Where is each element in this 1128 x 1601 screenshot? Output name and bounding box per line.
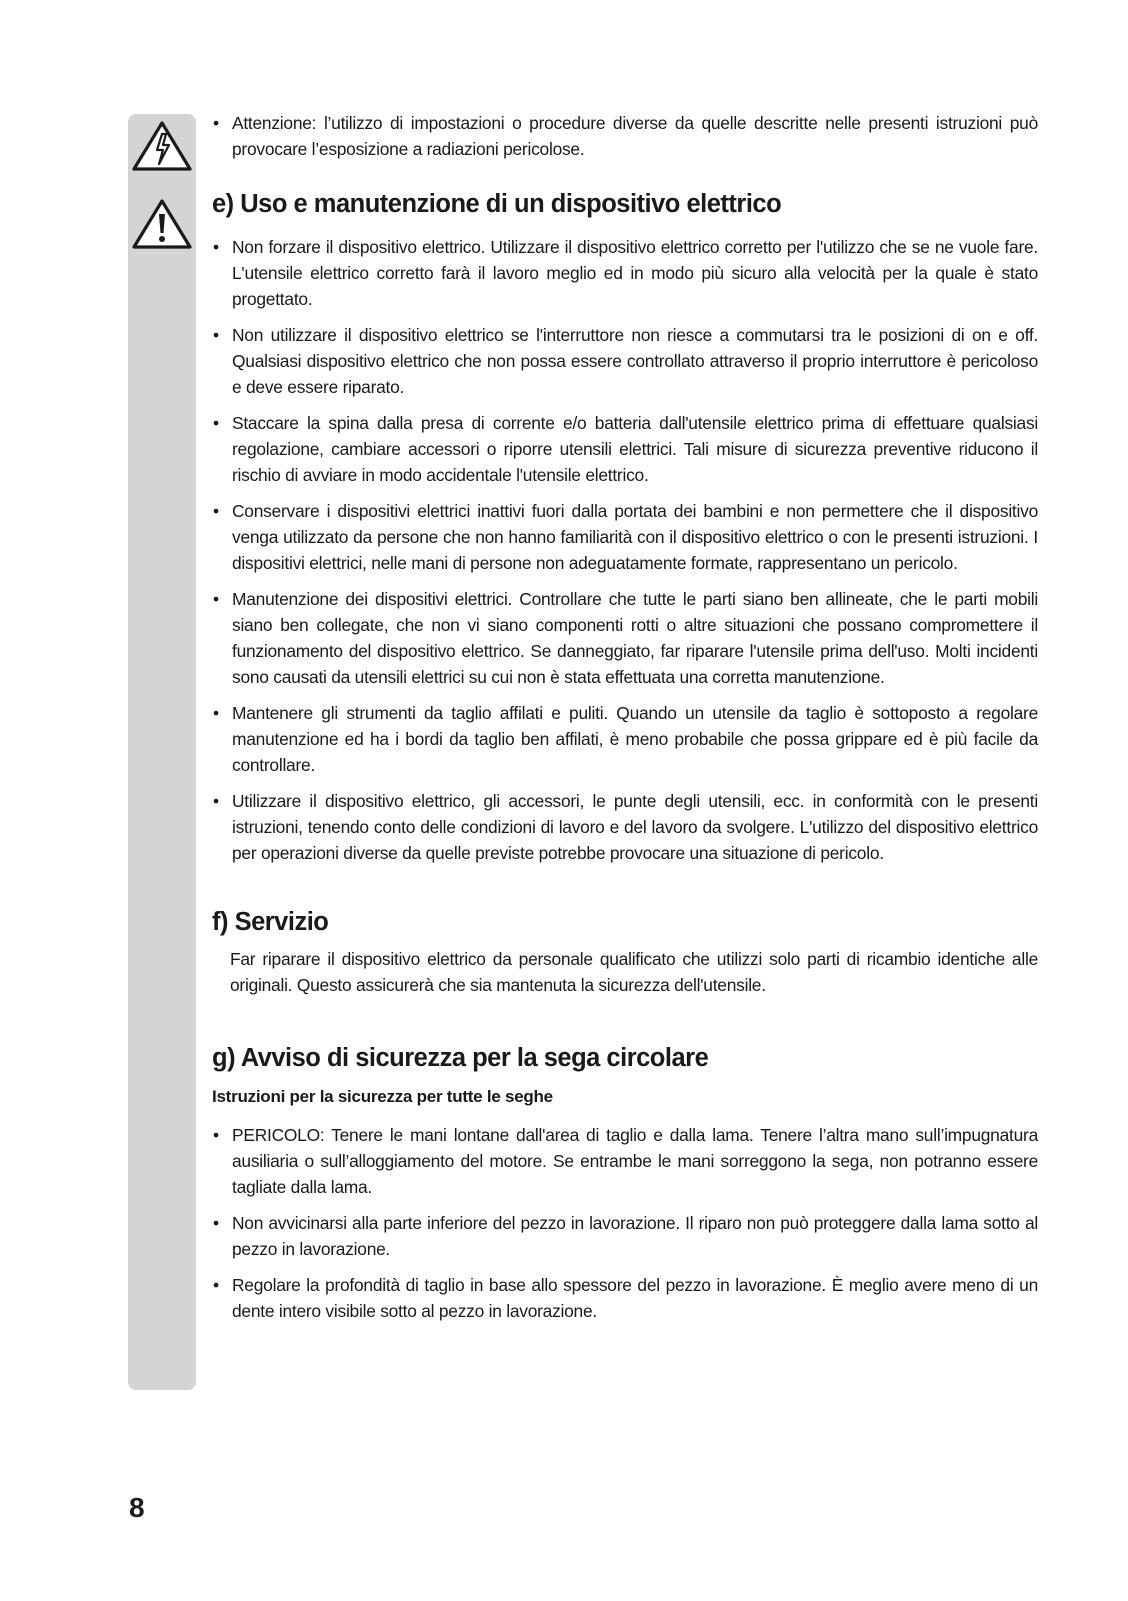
section-e-bullet-list [212, 234, 1038, 866]
general-warning-icon [131, 198, 193, 250]
section-f-paragraph: Far riparare il dispositivo elettrico da personale qualificato che utilizzi solo parti di ricambio identiche alle originali. Questo assicurerà che sia mantenuta la sicurezza dell'utensile. [230, 949, 1038, 995]
page-number: 8 [129, 1492, 145, 1523]
document-body [212, 110, 1038, 1334]
list-item: • PERICOLO: Tenere le mani lontane dall'area di taglio e dalla lama. Tenere l’altra mano sull’impugnatura ausiliaria o sull’alloggiamento del motore. Se entrambe le mani sorreggono la sega, non potranno essere tagliate dalla lama. [212, 1122, 1038, 1200]
list-item: • Attenzione: l’utilizzo di impostazioni o procedure diverse da quelle descritte nelle presenti istruzioni può provocare l’esposizione a radiazioni pericolose. [212, 110, 1038, 162]
list-item: • Mantenere gli strumenti da taglio affilati e puliti. Quando un utensile da taglio è sottoposto a regolare manutenzione ed ha i bordi da taglio ben affilati, è meno probabile che possa grippare ed è più facile da controllare. [212, 700, 1038, 778]
electric-hazard-icon [131, 120, 193, 172]
list-item: • Utilizzare il dispositivo elettrico, gli accessori, le punte degli utensili, ecc. in conformità con le presenti istruzioni, tenendo conto delle condizioni di lavoro e del lavoro da svolgere. L'utilizzo del dispositivo elettrico per operazioni diverse da quelle previste potrebbe provocare una situazione di pericolo. [212, 788, 1038, 866]
warning-sidebar [128, 114, 196, 1390]
list-item: • Staccare la spina dalla presa di corrente e/o batteria dall'utensile elettrico prima di effettuare qualsiasi regolazione, cambiare accessori o riporre utensili elettrici. Tali misure di sicurezza preventive riducono il rischio di avviare in modo accidentale l'utensile elettrico. [212, 410, 1038, 488]
section-f-heading: f) Servizio [212, 908, 329, 936]
list-item: • Non utilizzare il dispositivo elettrico se l'interruttore non riesce a commutarsi tra le posizioni di on e off. Qualsiasi dispositivo elettrico che non possa essere controllato attraverso il proprio interruttore è pericoloso e deve essere riparato. [212, 322, 1038, 400]
section-e-heading: e) Uso e manutenzione di un dispositivo elettrico [212, 190, 782, 218]
intro-bullet-list [212, 110, 1038, 162]
section-g-subheading: Istruzioni per la sicurezza per tutte le seghe [212, 1087, 553, 1106]
list-item: • Manutenzione dei dispositivi elettrici. Controllare che tutte le parti siano ben allineate, che le parti mobili siano ben collegate, che non vi siano componenti rotti o altre situazioni che possano compromettere il funzionamento del dispositivo elettrico. Se danneggiato, far riparare l'utensile prima dell'uso. Molti incidenti sono causati da utensili elettrici su cui non è stata effettuata una corretta manutenzione. [212, 586, 1038, 690]
list-item: • Conservare i dispositivi elettrici inattivi fuori dalla portata dei bambini e non permettere che il dispositivo venga utilizzato da persone che non hanno familiarità con il dispositivo elettrico o con le presenti istruzioni. I dispositivi elettrici, nelle mani di persone non adeguatamente formate, rappresentano un pericolo. [212, 498, 1038, 576]
section-g-heading: g) Avviso di sicurezza per la sega circolare [212, 1044, 709, 1072]
list-item: • Regolare la profondità di taglio in base allo spessore del pezzo in lavorazione. È meglio avere meno di un dente intero visibile sotto al pezzo in lavorazione. [212, 1272, 1038, 1324]
section-g-bullet-list [212, 1122, 1038, 1324]
list-item: • Non avvicinarsi alla parte inferiore del pezzo in lavorazione. Il riparo non può proteggere dalla lama sotto al pezzo in lavorazione. [212, 1210, 1038, 1262]
list-item: • Non forzare il dispositivo elettrico. Utilizzare il dispositivo elettrico corretto per l'utilizzo che se ne vuole fare. L'utensile elettrico corretto farà il lavoro meglio ed in modo più sicuro alla velocità per la quale è stato progettato. [212, 234, 1038, 312]
